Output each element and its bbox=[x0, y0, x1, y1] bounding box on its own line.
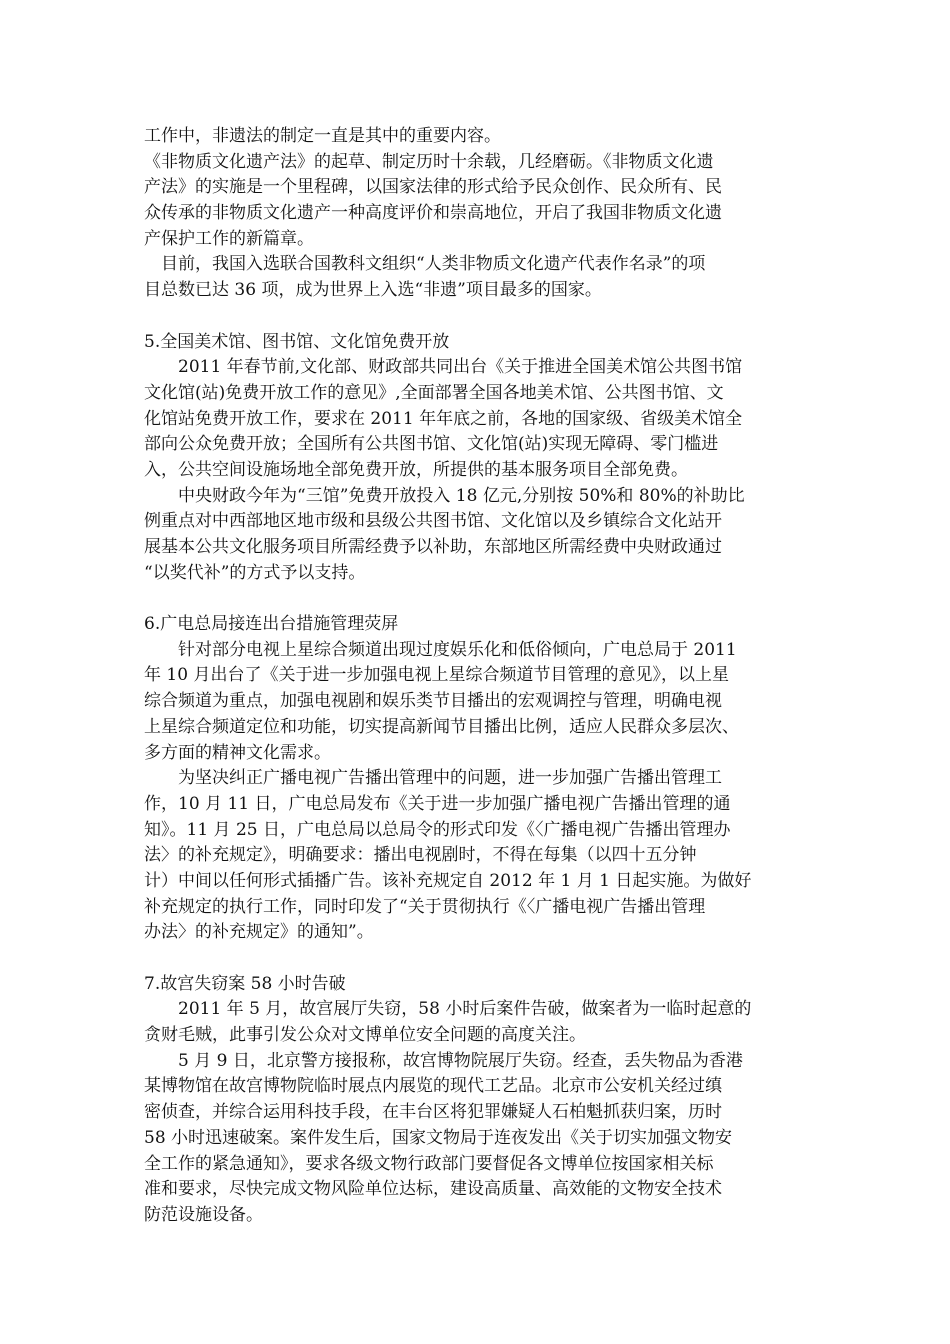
paragraph-line: 目总数已达 36 项，成为世界上入选“非遗”项目最多的国家。 bbox=[144, 280, 602, 301]
paragraph-line: 化馆站免费开放工作，要求在 2011 年年底之前，各地的国家级、省级美术馆全 bbox=[144, 408, 743, 429]
paragraph-line: 全工作的紧急通知》，要求各级文物行政部门要督促各文博单位按国家相关标 bbox=[144, 1153, 714, 1174]
paragraph-line: “以奖代补”的方式予以支持。 bbox=[144, 562, 366, 583]
paragraph-line: 目前，我国入选联合国教科文组织“人类非物质文化遗产代表作名录”的项 bbox=[144, 254, 706, 275]
paragraph-line: 多方面的精神文化需求。 bbox=[144, 742, 331, 763]
paragraph-line: 例重点对中西部地区地市级和县级公共图书馆、文化馆以及乡镇综合文化站开 bbox=[144, 511, 722, 532]
paragraph-line: 产保护工作的新篇章。 bbox=[144, 228, 314, 249]
section-heading: 6.广电总局接连出台措施管理荧屏 bbox=[144, 614, 399, 635]
section-spacer bbox=[144, 586, 812, 612]
paragraph-line: 文化馆(站)免费开放工作的意见》,全面部署全国各地美术馆、公共图书馆、文 bbox=[144, 382, 724, 403]
paragraph-line: 贪财毛贼，此事引发公众对文博单位安全问题的高度关注。 bbox=[144, 1025, 586, 1046]
section-6 bbox=[144, 612, 812, 946]
section-7 bbox=[144, 972, 812, 1229]
paragraph-line: 准和要求，尽快完成文物风险单位达标，建设高质量、高效能的文物安全技术 bbox=[144, 1179, 722, 1200]
paragraph-line: 上星综合频道定位和功能，切实提高新闻节目播出比例，适应人民群众多层次、 bbox=[144, 716, 739, 737]
paragraph-line: 防范设施设备。 bbox=[144, 1204, 263, 1225]
paragraph-line: 年 10 月出台了《关于进一步加强电视上星综合频道节目管理的意见》，以上星 bbox=[144, 665, 729, 686]
paragraph-line: 法〉的补充规定》，明确要求：播出电视剧时，不得在每集（以四十五分钟 bbox=[144, 845, 697, 866]
section-heading: 5.全国美术馆、图书馆、文化馆免费开放 bbox=[144, 331, 450, 352]
paragraph-line: 中央财政今年为“三馆”免费开放投入 18 亿元,分别按 50%和 80%的补助比 bbox=[144, 485, 745, 506]
section-spacer bbox=[144, 304, 812, 330]
paragraph-line: 58 小时迅速破案。案件发生后，国家文物局于连夜发出《关于切实加强文物安 bbox=[144, 1127, 733, 1148]
intro-block bbox=[144, 124, 812, 304]
paragraph-line: 知》。11 月 25 日，广电总局以总局令的形式印发《〈广播电视广告播出管理办 bbox=[144, 819, 731, 840]
paragraph-line: 产法》的实施是一个里程碑，以国家法律的形式给予民众创作、民众所有、民 bbox=[144, 177, 722, 198]
section-heading: 7.故宫失窃案 58 小时告破 bbox=[144, 973, 346, 994]
section-5 bbox=[144, 330, 812, 587]
paragraph-line: 补充规定的执行工作，同时印发了“关于贯彻执行《〈广播电视广告播出管理 bbox=[144, 896, 706, 917]
paragraph-line: 作，10 月 11 日，广电总局发布《关于进一步加强广播电视广告播出管理的通 bbox=[144, 793, 731, 814]
paragraph-line: 2011 年 5 月，故宫展厅失窃，58 小时后案件告破，做案者为一临时起意的 bbox=[144, 999, 752, 1020]
paragraph-line: 某博物馆在故宫博物院临时展点内展览的现代工艺品。北京市公安机关经过缜 bbox=[144, 1076, 722, 1097]
paragraph-line: 针对部分电视上星综合频道出现过度娱乐化和低俗倾向，广电总局于 2011 bbox=[144, 639, 737, 660]
paragraph-line: 展基本公共文化服务项目所需经费予以补助，东部地区所需经费中央财政通过 bbox=[144, 537, 722, 557]
paragraph-line: 办法〉的补充规定》的通知”。 bbox=[144, 922, 374, 943]
paragraph-line: 入，公共空间设施场地全部免费开放，所提供的基本服务项目全部免费。 bbox=[144, 459, 688, 480]
paragraph-line: 为坚决纠正广播电视广告播出管理中的问题，进一步加强广告播出管理工 bbox=[144, 768, 722, 789]
paragraph-line: 密侦查，并综合运用科技手段，在丰台区将犯罪嫌疑人石柏魁抓获归案，历时 bbox=[144, 1102, 722, 1123]
paragraph-line: 2011 年春节前,文化部、财政部共同出台《关于推进全国美术馆公共图书馆 bbox=[144, 357, 743, 378]
section-spacer bbox=[144, 946, 812, 972]
document-page bbox=[144, 124, 812, 1229]
paragraph-line: 《非物质文化遗产法》的起草、制定历时十余载，几经磨砺。《非物质文化遗 bbox=[144, 151, 714, 172]
paragraph-line: 综合频道为重点，加强电视剧和娱乐类节目播出的宏观调控与管理，明确电视 bbox=[144, 691, 722, 712]
paragraph-line: 众传承的非物质文化遗产一种高度评价和崇高地位，开启了我国非物质文化遗 bbox=[144, 203, 722, 224]
paragraph-line: 部向公众免费开放；全国所有公共图书馆、文化馆(站)实现无障碍、零门槛进 bbox=[144, 434, 719, 455]
paragraph-line: 计）中间以任何形式插播广告。该补充规定自 2012 年 1 月 1 日起实施。为做好 bbox=[144, 870, 752, 891]
paragraph-line: 5 月 9 日，北京警方接报称，故宫博物院展厅失窃。经查，丢失物品为香港 bbox=[144, 1050, 743, 1071]
paragraph-line: 工作中，非遗法的制定一直是其中的重要内容。 bbox=[144, 126, 501, 146]
